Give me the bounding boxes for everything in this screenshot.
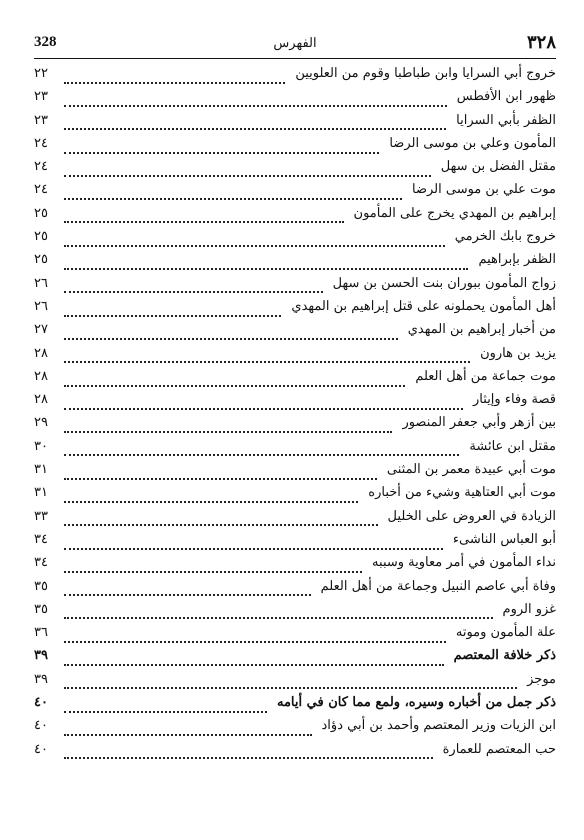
toc-entry — [34, 485, 556, 508]
dot-leader — [64, 371, 405, 387]
toc-entry — [34, 742, 556, 765]
toc-entry — [34, 322, 556, 345]
toc-entry-title: ذكر خلافة المعتصم — [453, 648, 556, 664]
toc-entry-page: ٢٨ — [34, 392, 48, 408]
dot-leader — [64, 347, 470, 363]
toc-entry-title: نداء المأمون في أمر معاوية وسببه — [372, 555, 556, 571]
page-number-arabic: ٣٢٨ — [526, 32, 556, 53]
toc-entry-title: قصة وفاء وإيثار — [473, 392, 556, 408]
dot-leader — [64, 580, 311, 596]
toc-entry — [34, 648, 556, 671]
toc-entry-page: ٢٤ — [34, 135, 48, 151]
toc-entry-title: موت أبي العتاهية وشيء من أخباره — [368, 485, 556, 501]
dot-leader — [64, 650, 444, 666]
dot-leader — [64, 114, 446, 130]
toc-entry-page: ٢٨ — [34, 345, 48, 361]
toc-entry-title: الزيادة في العروض على الخليل — [387, 508, 556, 524]
dot-leader — [64, 720, 312, 736]
toc-entry — [34, 392, 556, 415]
toc-entry — [34, 182, 556, 205]
toc-entry — [34, 625, 556, 648]
toc-entry-title: موت علي بن موسى الرضا — [411, 182, 556, 198]
running-title: الفهرس — [273, 36, 317, 51]
toc-entry — [34, 369, 556, 392]
dot-leader — [64, 673, 517, 689]
toc-entry-title: خروج أبي السرايا وابن طباطبا وقوم من العلويين — [295, 66, 556, 81]
toc-entry-title: المأمون وعلي بن موسى الرضا — [389, 135, 556, 151]
dot-leader — [64, 231, 445, 247]
toc-entry-page: ٢٣ — [34, 89, 48, 105]
toc-entry — [34, 252, 556, 275]
toc-entry-title: موت جماعة من أهل العلم — [415, 368, 556, 384]
toc-entry-page: ٢٥ — [34, 205, 48, 221]
dot-leader — [64, 510, 378, 526]
toc-entry-page: ٤٠ — [34, 718, 48, 734]
toc-entry — [34, 66, 556, 89]
dot-leader — [64, 697, 267, 713]
toc-entry-page: ٣٠ — [34, 438, 48, 454]
dot-leader — [64, 627, 446, 643]
dot-leader — [64, 487, 358, 503]
toc-entry-page: ٣٣ — [34, 508, 48, 524]
toc-entry-title: خروج بابك الخرمي — [454, 229, 556, 245]
toc-entry-title: ذكر جمل من أخباره وسيره، ولمع مما كان في أيامه — [276, 695, 556, 711]
toc-entry-page: ٢٨ — [34, 368, 48, 384]
toc-entry-page: ٢٢ — [34, 66, 48, 81]
dot-leader — [64, 161, 431, 177]
toc-entry — [34, 276, 556, 299]
dot-leader — [64, 184, 402, 200]
dot-leader — [64, 394, 463, 410]
dot-leader — [64, 277, 323, 293]
toc-entry-title: إبراهيم بن المهدي يخرج على المأمون — [353, 205, 556, 221]
toc-entry-page: ٢٤ — [34, 182, 48, 198]
toc-entry-page: ٢٥ — [34, 252, 48, 268]
toc-entry — [34, 555, 556, 578]
toc-entry-title: الظفر بأبي السرايا — [456, 112, 556, 128]
toc-entry-page: ٣١ — [34, 462, 48, 478]
toc-entry-title: مقتل ابن عائشة — [469, 438, 556, 454]
page-header — [34, 30, 556, 58]
toc-entry-title: أهل المأمون يحملونه على قتل إبراهيم بن المهدي — [291, 298, 556, 314]
toc-entry-title: من أخبار إبراهيم بن المهدي — [407, 322, 556, 338]
toc-entry-title: ظهور ابن الأفطس — [456, 89, 556, 105]
dot-leader — [64, 464, 377, 480]
toc-entry — [34, 346, 556, 369]
toc-entry-title: ابن الزيات وزير المعتصم وأحمد بن أبي دؤاد — [321, 718, 556, 734]
dot-leader — [64, 301, 281, 317]
dot-leader — [64, 603, 493, 619]
dot-leader — [64, 207, 344, 223]
toc-entry — [34, 695, 556, 718]
toc-entry — [34, 159, 556, 182]
toc-entry — [34, 229, 556, 252]
toc-entry-page: ٣٥ — [34, 578, 48, 594]
toc-entry — [34, 718, 556, 741]
toc-entry-page: ٣٩ — [34, 671, 48, 687]
dot-leader — [64, 534, 443, 550]
toc-entry-title: موجز — [527, 671, 556, 687]
toc-entry — [34, 136, 556, 159]
toc-entry-title: حب المعتصم للعمارة — [442, 741, 556, 757]
toc-entry-title: الظفر بإبراهيم — [478, 252, 556, 268]
toc-entry — [34, 532, 556, 555]
toc-entry — [34, 206, 556, 229]
toc-entry-title: غزو الروم — [502, 601, 556, 617]
toc-entry-page: ٢٣ — [34, 112, 48, 128]
toc-entry — [34, 579, 556, 602]
toc-entry-page: ٤٠ — [34, 695, 48, 711]
toc-entry — [34, 415, 556, 438]
dot-leader — [64, 743, 433, 759]
toc-entry-title: زواج المأمون ببوران بنت الحسن بن سهل — [332, 275, 556, 291]
dot-leader — [64, 254, 468, 270]
toc-entry-page: ٢٤ — [34, 159, 48, 175]
toc-entry — [34, 439, 556, 462]
toc-entry-title: يزيد بن هارون — [480, 345, 556, 361]
dot-leader — [64, 138, 379, 154]
toc-entry-page: ٣٤ — [34, 531, 48, 547]
page-number-latin: 328 — [34, 34, 57, 50]
toc-entry — [34, 89, 556, 112]
toc-entry-page: ٣٥ — [34, 601, 48, 617]
toc-entry-page: ٢٦ — [34, 275, 48, 291]
header-divider — [34, 58, 556, 59]
dot-leader — [64, 557, 362, 573]
toc-entry-page: ٤٠ — [34, 741, 48, 757]
toc-entry-title: مقتل الفضل بن سهل — [440, 159, 556, 175]
toc-entry — [34, 462, 556, 485]
toc-entry-page: ٢٩ — [34, 415, 48, 431]
dot-leader — [64, 68, 285, 84]
toc-entry-page: ٢٧ — [34, 322, 48, 338]
toc-entry — [34, 509, 556, 532]
toc-entry-title: وفاة أبي عاصم النبيل وجماعة من أهل العلم — [320, 578, 556, 594]
toc-entry — [34, 113, 556, 136]
toc-entry-title: موت أبي عبيدة معمر بن المثنى — [386, 462, 556, 478]
dot-leader — [64, 417, 392, 433]
toc-entry-page: ٢٦ — [34, 298, 48, 314]
toc-entry — [34, 602, 556, 625]
toc-entry-page: ٣٩ — [34, 648, 48, 664]
toc-entry-page: ٣٦ — [34, 625, 48, 641]
toc-entry-title: علة المأمون وموته — [455, 625, 556, 641]
toc-entry — [34, 672, 556, 695]
dot-leader — [64, 91, 447, 107]
toc-entry-page: ٢٥ — [34, 229, 48, 245]
toc-entry-page: ٣١ — [34, 485, 48, 501]
table-of-contents — [34, 66, 556, 765]
toc-entry-title: أبو العباس الناشىء — [452, 531, 556, 547]
dot-leader — [64, 324, 398, 340]
dot-leader — [64, 440, 459, 456]
toc-entry-page: ٣٤ — [34, 555, 48, 571]
toc-entry — [34, 299, 556, 322]
toc-entry-title: بين أزهر وأبي جعفر المنصور — [402, 415, 556, 431]
